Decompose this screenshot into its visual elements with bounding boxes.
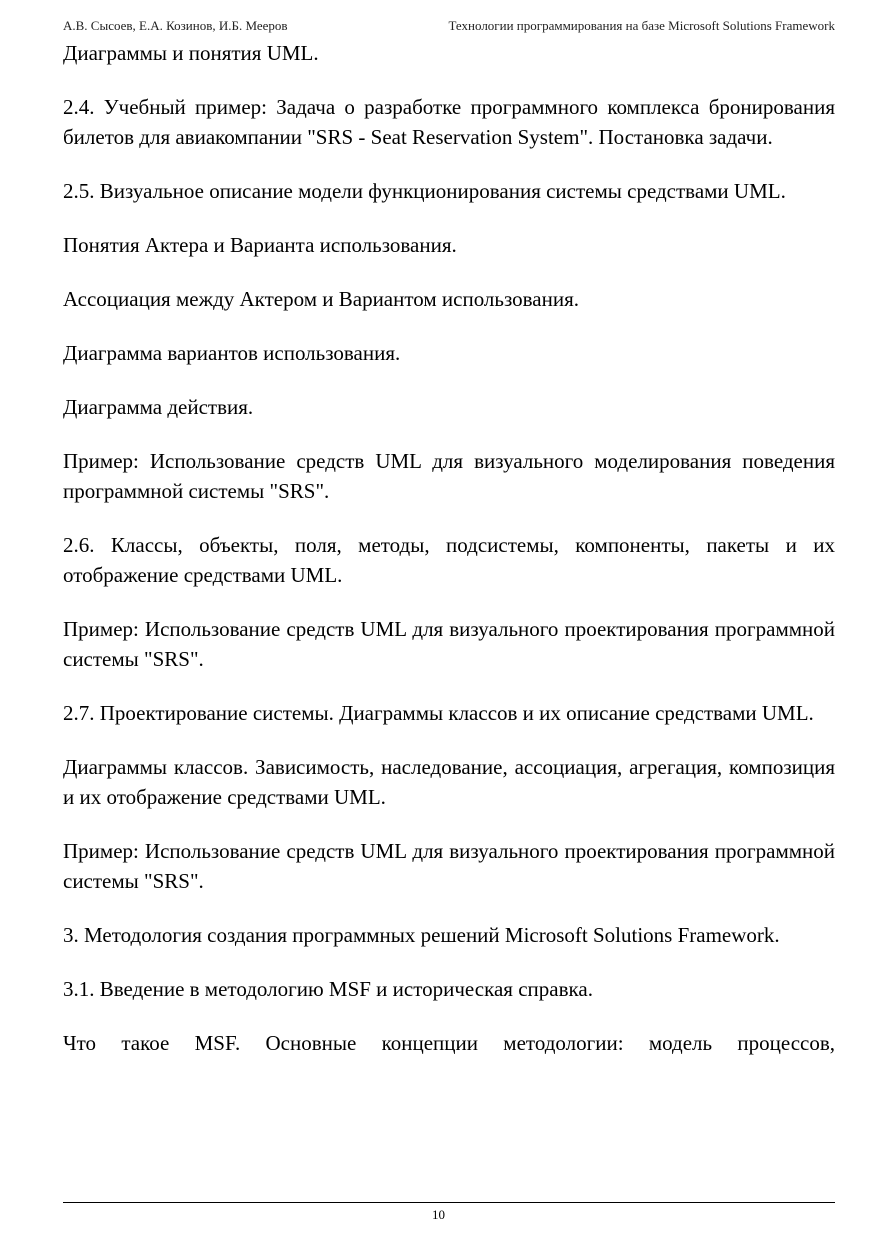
paragraph: Диаграмма вариантов использования.	[63, 341, 401, 365]
paragraph: 2.5. Визуальное описание модели функционирования системы средствами UML.	[63, 179, 786, 203]
paragraph: Понятия Актера и Варианта использования.	[63, 233, 457, 257]
page-number: 10	[432, 1207, 445, 1222]
paragraph: Пример: Использование средств UML для визуального проектирования программной системы "SRS".	[63, 617, 835, 671]
paragraph: 3.1. Введение в методологию MSF и историческая справка.	[63, 977, 593, 1001]
paragraph: Пример: Использование средств UML для визуального проектирования программной системы "SRS".	[63, 839, 835, 893]
paragraph: 2.7. Проектирование системы. Диаграммы классов и их описание средствами UML.	[63, 701, 814, 725]
footer-divider	[63, 1202, 835, 1203]
paragraph: Ассоциация между Актером и Вариантом использования.	[63, 287, 579, 311]
header-authors: А.В. Сысоев, Е.А. Козинов, И.Б. Мееров	[63, 18, 288, 33]
header-book-title: Технологии программирования на базе Microsoft Solutions Framework	[448, 18, 835, 33]
paragraph: Диаграммы классов. Зависимость, наследование, ассоциация, агрегация, композиция и их отображение средствами UML.	[63, 755, 835, 809]
paragraph: 3. Методология создания программных решений Microsoft Solutions Framework.	[63, 923, 780, 947]
paragraph: 2.4. Учебный пример: Задача о разработке программного комплекса бронирования билетов для авиакомпании "SRS - Seat Reservation System". Постановка задачи.	[63, 95, 835, 149]
paragraph: Что такое MSF. Основные концепции методологии: модель процессов,	[63, 1031, 835, 1055]
paragraph: Пример: Использование средств UML для визуального моделирования поведения программной системы "SRS".	[63, 449, 835, 503]
paragraph: Диаграммы и понятия UML.	[63, 41, 319, 65]
paragraph: 2.6. Классы, объекты, поля, методы, подсистемы, компоненты, пакеты и их отображение средствами UML.	[63, 533, 835, 587]
page-body	[63, 38, 835, 1082]
paragraph: Диаграмма действия.	[63, 395, 254, 419]
